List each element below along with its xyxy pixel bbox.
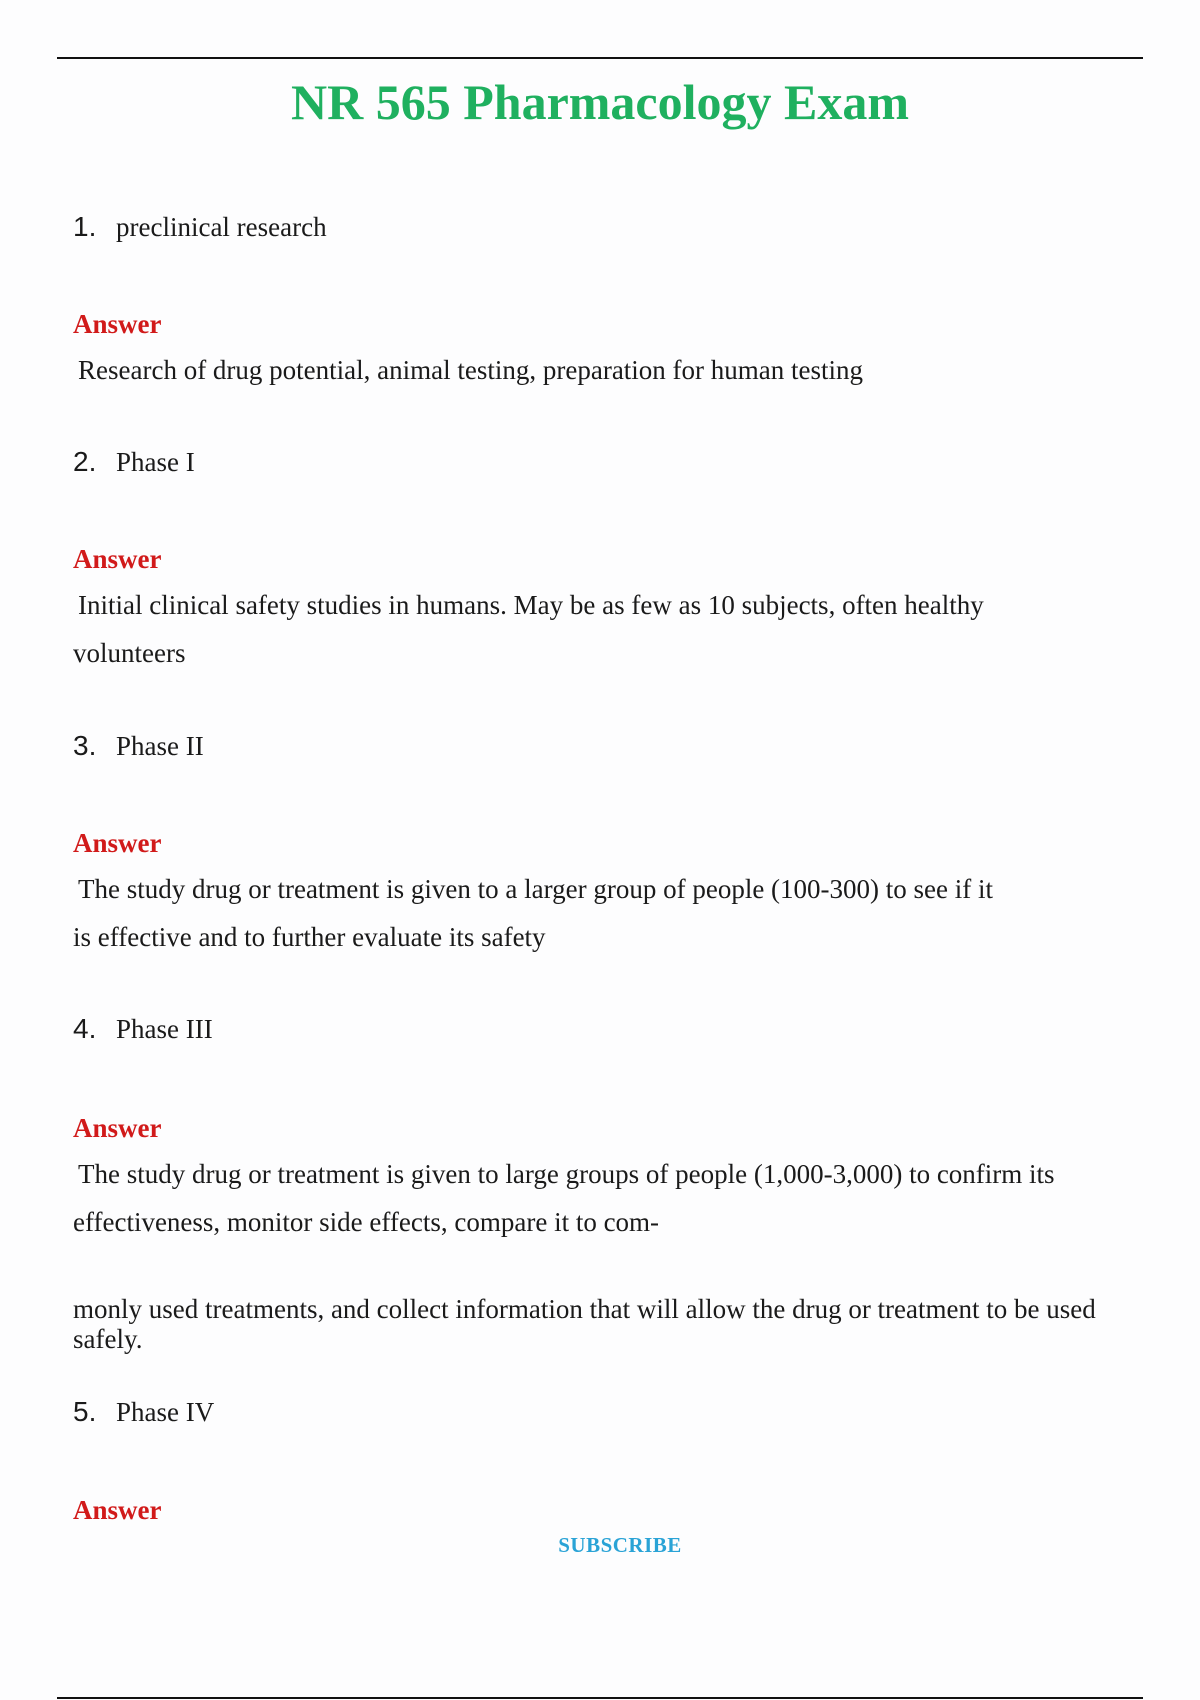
- question-5: [73, 1395, 1143, 1429]
- question-number: 2.: [73, 446, 97, 477]
- question-number: 5.: [73, 1396, 97, 1427]
- answer-line: effectiveness, monitor side effects, compare it to com-: [73, 1207, 660, 1237]
- top-rule: [57, 57, 1143, 59]
- question-prompt: [73, 445, 1143, 479]
- question-prompt: [73, 1012, 1143, 1046]
- answer-line: The study drug or treatment is given to a larger group of people (100-300) to see if it: [78, 874, 994, 904]
- question-prompt: [73, 729, 1143, 763]
- answer-4: [73, 1111, 1143, 1246]
- question-text: preclinical research: [116, 212, 327, 242]
- answer-5: [73, 1493, 1143, 1527]
- answer-line: is effective and to further evaluate its safety: [73, 922, 546, 952]
- answer-continuation-text: monly used treatments, and collect information that will allow the drug or treatment to be used safely.: [73, 1294, 1096, 1354]
- question-number: 1.: [73, 211, 97, 242]
- question-3: [73, 729, 1143, 763]
- question-text: Phase II: [116, 731, 204, 761]
- answer-4-continuation: [73, 1294, 1143, 1354]
- bottom-rule: [57, 1697, 1143, 1699]
- answer-text: [73, 865, 1143, 961]
- answer-label: Answer: [73, 309, 162, 339]
- answer-text: [73, 581, 1143, 677]
- answer-text: [73, 346, 1143, 394]
- question-text: Phase I: [116, 447, 195, 477]
- answer-line: Research of drug potential, animal testing, preparation for human testing: [78, 355, 864, 385]
- question-prompt: [73, 1395, 1143, 1429]
- answer-2: [73, 542, 1143, 677]
- answer-label: Answer: [73, 544, 162, 574]
- question-4: [73, 1012, 1143, 1046]
- question-text: Phase III: [116, 1014, 213, 1044]
- question-number: 3.: [73, 730, 97, 761]
- answer-line: volunteers: [73, 638, 186, 668]
- question-1: [73, 210, 1143, 244]
- question-text: Phase IV: [116, 1397, 215, 1427]
- question-number: 4.: [73, 1013, 97, 1044]
- question-prompt: [73, 210, 1143, 244]
- answer-label: Answer: [73, 1495, 162, 1525]
- answer-3: [73, 826, 1143, 961]
- subscribe-link[interactable]: SUBSCRIBE: [558, 1533, 682, 1557]
- answer-text: [73, 1150, 1143, 1246]
- answer-1: [73, 307, 1143, 394]
- answer-line: Initial clinical safety studies in humans. May be as few as 10 subjects, often healthy: [78, 590, 984, 620]
- answer-line: The study drug or treatment is given to large groups of people (1,000-3,000) to confirm its: [78, 1159, 1055, 1189]
- question-2: [73, 445, 1143, 479]
- answer-label: Answer: [73, 828, 162, 858]
- document-title: NR 565 Pharmacology Exam: [291, 74, 909, 130]
- answer-label: Answer: [73, 1113, 162, 1143]
